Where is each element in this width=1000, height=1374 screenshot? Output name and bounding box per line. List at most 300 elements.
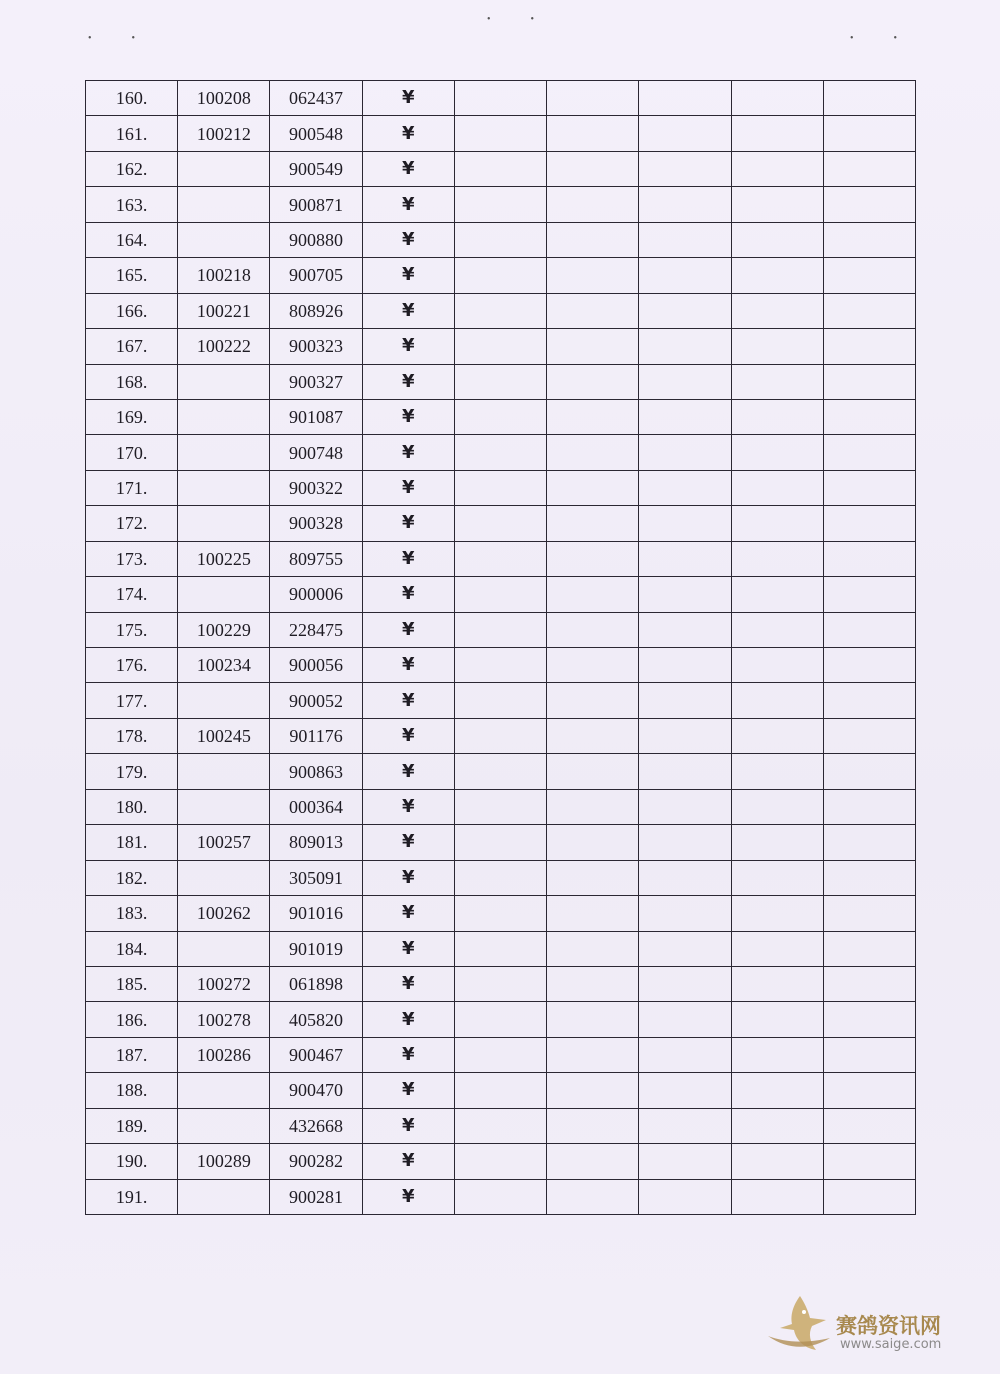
ring-code: 228475 [270,612,362,647]
ring-id [178,860,270,895]
ring-id: 100225 [178,541,270,576]
empty-cell [823,506,915,541]
row-number: 169. [86,399,178,434]
empty-cell [547,718,639,753]
table-row [86,931,916,966]
ring-code: 901176 [270,718,362,753]
currency-cell: ¥ [362,541,454,576]
ring-id: 100218 [178,258,270,293]
empty-cell [454,506,546,541]
empty-cell [731,1073,823,1108]
empty-cell [547,1073,639,1108]
row-number: 176. [86,648,178,683]
empty-cell [639,116,731,151]
currency-cell: ¥ [362,860,454,895]
empty-cell [823,258,915,293]
empty-cell [731,293,823,328]
empty-cell [639,1002,731,1037]
row-number: 190. [86,1144,178,1179]
ring-code: 809013 [270,825,362,860]
empty-cell [639,222,731,257]
row-number: 180. [86,789,178,824]
empty-cell [639,1073,731,1108]
empty-cell [639,151,731,186]
empty-cell [823,187,915,222]
ring-code: 900871 [270,187,362,222]
ring-id: 100289 [178,1144,270,1179]
table-row [86,754,916,789]
empty-cell [823,754,915,789]
empty-cell [454,1002,546,1037]
row-number: 184. [86,931,178,966]
empty-cell [823,860,915,895]
empty-cell [639,1144,731,1179]
empty-cell [547,506,639,541]
currency-cell: ¥ [362,754,454,789]
empty-cell [454,754,546,789]
ring-id [178,470,270,505]
empty-cell [547,435,639,470]
empty-cell [639,896,731,931]
ring-id [178,931,270,966]
table-row [86,222,916,257]
ring-id: 100272 [178,966,270,1001]
currency-cell: ¥ [362,293,454,328]
empty-cell [454,648,546,683]
empty-cell [823,612,915,647]
ring-code: 432668 [270,1108,362,1143]
empty-cell [547,1108,639,1143]
currency-cell: ¥ [362,1002,454,1037]
row-number: 191. [86,1179,178,1214]
row-number: 171. [86,470,178,505]
currency-cell: ¥ [362,506,454,541]
empty-cell [823,1002,915,1037]
currency-cell: ¥ [362,648,454,683]
ring-id [178,506,270,541]
empty-cell [731,258,823,293]
empty-cell [731,435,823,470]
empty-cell [823,825,915,860]
currency-cell: ¥ [362,258,454,293]
watermark-url: www.saige.com [840,1337,942,1352]
table-row [86,81,916,116]
empty-cell [639,931,731,966]
empty-cell [639,966,731,1001]
binding-holes-top: •• [487,14,575,25]
row-number: 168. [86,364,178,399]
ring-id: 100257 [178,825,270,860]
ring-code: 809755 [270,541,362,576]
empty-cell [454,435,546,470]
ring-id [178,683,270,718]
ring-id: 100286 [178,1037,270,1072]
empty-cell [823,648,915,683]
binding-holes-right: •• [850,33,938,44]
currency-cell: ¥ [362,116,454,151]
empty-cell [731,860,823,895]
currency-cell: ¥ [362,81,454,116]
ring-id [178,577,270,612]
empty-cell [639,577,731,612]
binding-holes-left: •• [88,33,176,44]
empty-cell [547,364,639,399]
empty-cell [454,399,546,434]
empty-cell [547,860,639,895]
row-number: 164. [86,222,178,257]
empty-cell [823,329,915,364]
table-row [86,825,916,860]
empty-cell [547,258,639,293]
empty-cell [731,612,823,647]
empty-cell [639,470,731,505]
empty-cell [823,399,915,434]
empty-cell [454,470,546,505]
ring-code: 305091 [270,860,362,895]
ring-id: 100208 [178,81,270,116]
empty-cell [547,293,639,328]
ring-code: 900052 [270,683,362,718]
table-row [86,577,916,612]
currency-cell: ¥ [362,789,454,824]
empty-cell [639,1108,731,1143]
currency-cell: ¥ [362,222,454,257]
empty-cell [823,541,915,576]
ring-id: 100234 [178,648,270,683]
empty-cell [823,116,915,151]
pigeon-logo-icon [760,1290,840,1360]
empty-cell [731,825,823,860]
currency-cell: ¥ [362,1037,454,1072]
empty-cell [639,293,731,328]
ring-id [178,364,270,399]
ring-code: 900281 [270,1179,362,1214]
empty-cell [823,789,915,824]
empty-cell [547,1179,639,1214]
table-row [86,116,916,151]
empty-cell [731,718,823,753]
empty-cell [823,151,915,186]
empty-cell [454,1108,546,1143]
table-row [86,1108,916,1143]
table-row [86,789,916,824]
empty-cell [547,81,639,116]
ledger-body [86,81,916,1215]
empty-cell [639,187,731,222]
table-row [86,293,916,328]
row-number: 167. [86,329,178,364]
empty-cell [454,789,546,824]
empty-cell [731,1002,823,1037]
ring-id [178,435,270,470]
empty-cell [639,1179,731,1214]
ring-id: 100221 [178,293,270,328]
row-number: 160. [86,81,178,116]
ring-code: 900328 [270,506,362,541]
empty-cell [454,1144,546,1179]
empty-cell [639,399,731,434]
ring-id [178,151,270,186]
empty-cell [731,187,823,222]
empty-cell [731,577,823,612]
empty-cell [454,612,546,647]
empty-cell [547,187,639,222]
ring-id [178,187,270,222]
empty-cell [823,1179,915,1214]
currency-cell: ¥ [362,399,454,434]
empty-cell [823,435,915,470]
currency-cell: ¥ [362,1179,454,1214]
table-row [86,718,916,753]
table-row [86,683,916,718]
site-watermark [760,1290,965,1360]
ring-code: 900880 [270,222,362,257]
table-row [86,506,916,541]
empty-cell [547,541,639,576]
empty-cell [454,825,546,860]
ring-code: 901087 [270,399,362,434]
empty-cell [731,648,823,683]
empty-cell [639,258,731,293]
ring-id [178,789,270,824]
empty-cell [547,825,639,860]
empty-cell [823,1108,915,1143]
empty-cell [454,860,546,895]
empty-cell [823,577,915,612]
ring-id: 100229 [178,612,270,647]
table-row [86,1144,916,1179]
ledger-table [85,80,916,1215]
ring-code: 062437 [270,81,362,116]
row-number: 173. [86,541,178,576]
empty-cell [823,470,915,505]
empty-cell [454,258,546,293]
currency-cell: ¥ [362,825,454,860]
currency-cell: ¥ [362,966,454,1001]
empty-cell [547,222,639,257]
empty-cell [731,931,823,966]
row-number: 162. [86,151,178,186]
empty-cell [823,931,915,966]
currency-cell: ¥ [362,435,454,470]
watermark-name: 赛鸽资讯网 [836,1314,941,1338]
empty-cell [639,1037,731,1072]
empty-cell [454,116,546,151]
currency-cell: ¥ [362,329,454,364]
empty-cell [547,116,639,151]
empty-cell [454,1179,546,1214]
empty-cell [731,1144,823,1179]
empty-cell [639,435,731,470]
row-number: 175. [86,612,178,647]
ring-id [178,1073,270,1108]
row-number: 177. [86,683,178,718]
table-row [86,151,916,186]
table-row [86,1179,916,1214]
currency-cell: ¥ [362,718,454,753]
ring-id [178,222,270,257]
ring-id: 100262 [178,896,270,931]
empty-cell [454,329,546,364]
empty-cell [731,896,823,931]
ring-id [178,1179,270,1214]
table-row [86,896,916,931]
empty-cell [731,81,823,116]
empty-cell [823,966,915,1001]
currency-cell: ¥ [362,896,454,931]
ring-code: 901019 [270,931,362,966]
ring-id [178,399,270,434]
ring-code: 900467 [270,1037,362,1072]
row-number: 188. [86,1073,178,1108]
empty-cell [454,151,546,186]
ring-id: 100245 [178,718,270,753]
row-number: 174. [86,577,178,612]
currency-cell: ¥ [362,577,454,612]
empty-cell [547,399,639,434]
empty-cell [823,293,915,328]
empty-cell [454,293,546,328]
currency-cell: ¥ [362,612,454,647]
empty-cell [547,966,639,1001]
empty-cell [454,1037,546,1072]
row-number: 185. [86,966,178,1001]
ring-code: 900006 [270,577,362,612]
empty-cell [639,329,731,364]
empty-cell [731,754,823,789]
ring-code: 900548 [270,116,362,151]
empty-cell [454,81,546,116]
row-number: 178. [86,718,178,753]
table-row [86,187,916,222]
table-row [86,966,916,1001]
empty-cell [823,364,915,399]
empty-cell [823,81,915,116]
empty-cell [731,1179,823,1214]
currency-cell: ¥ [362,1073,454,1108]
row-number: 170. [86,435,178,470]
empty-cell [454,577,546,612]
empty-cell [454,718,546,753]
currency-cell: ¥ [362,683,454,718]
ring-code: 900470 [270,1073,362,1108]
empty-cell [547,754,639,789]
table-row [86,435,916,470]
empty-cell [547,612,639,647]
table-row [86,1073,916,1108]
empty-cell [639,541,731,576]
table-row [86,258,916,293]
empty-cell [731,116,823,151]
empty-cell [547,931,639,966]
empty-cell [731,683,823,718]
empty-cell [547,683,639,718]
ring-code: 900748 [270,435,362,470]
empty-cell [547,1144,639,1179]
empty-cell [639,612,731,647]
ring-code: 900323 [270,329,362,364]
empty-cell [547,577,639,612]
empty-cell [639,648,731,683]
empty-cell [823,1073,915,1108]
empty-cell [639,860,731,895]
empty-cell [454,683,546,718]
ring-id [178,754,270,789]
empty-cell [731,541,823,576]
ring-code: 405820 [270,1002,362,1037]
ring-code: 901016 [270,896,362,931]
empty-cell [731,1108,823,1143]
ring-code: 808926 [270,293,362,328]
ring-code: 900327 [270,364,362,399]
row-number: 161. [86,116,178,151]
ring-code: 900863 [270,754,362,789]
row-number: 166. [86,293,178,328]
row-number: 181. [86,825,178,860]
empty-cell [454,896,546,931]
empty-cell [454,187,546,222]
empty-cell [454,931,546,966]
ring-id: 100222 [178,329,270,364]
empty-cell [454,541,546,576]
row-number: 186. [86,1002,178,1037]
table-row [86,541,916,576]
empty-cell [547,1002,639,1037]
row-number: 183. [86,896,178,931]
ring-code: 900705 [270,258,362,293]
currency-cell: ¥ [362,364,454,399]
empty-cell [454,364,546,399]
empty-cell [547,329,639,364]
ring-code: 900056 [270,648,362,683]
empty-cell [547,470,639,505]
empty-cell [731,151,823,186]
table-row [86,364,916,399]
row-number: 179. [86,754,178,789]
empty-cell [731,470,823,505]
empty-cell [454,1073,546,1108]
empty-cell [639,789,731,824]
empty-cell [823,683,915,718]
currency-cell: ¥ [362,470,454,505]
row-number: 189. [86,1108,178,1143]
empty-cell [639,718,731,753]
empty-cell [731,329,823,364]
empty-cell [639,825,731,860]
empty-cell [731,506,823,541]
row-number: 163. [86,187,178,222]
table-row [86,399,916,434]
currency-cell: ¥ [362,1108,454,1143]
empty-cell [547,648,639,683]
empty-cell [731,966,823,1001]
empty-cell [639,364,731,399]
currency-cell: ¥ [362,931,454,966]
empty-cell [639,506,731,541]
table-row [86,1037,916,1072]
table-row [86,470,916,505]
currency-cell: ¥ [362,1144,454,1179]
row-number: 172. [86,506,178,541]
empty-cell [731,222,823,257]
empty-cell [731,399,823,434]
empty-cell [731,789,823,824]
empty-cell [823,1037,915,1072]
ring-code: 900549 [270,151,362,186]
ring-code: 061898 [270,966,362,1001]
ring-code: 900322 [270,470,362,505]
table-row [86,612,916,647]
